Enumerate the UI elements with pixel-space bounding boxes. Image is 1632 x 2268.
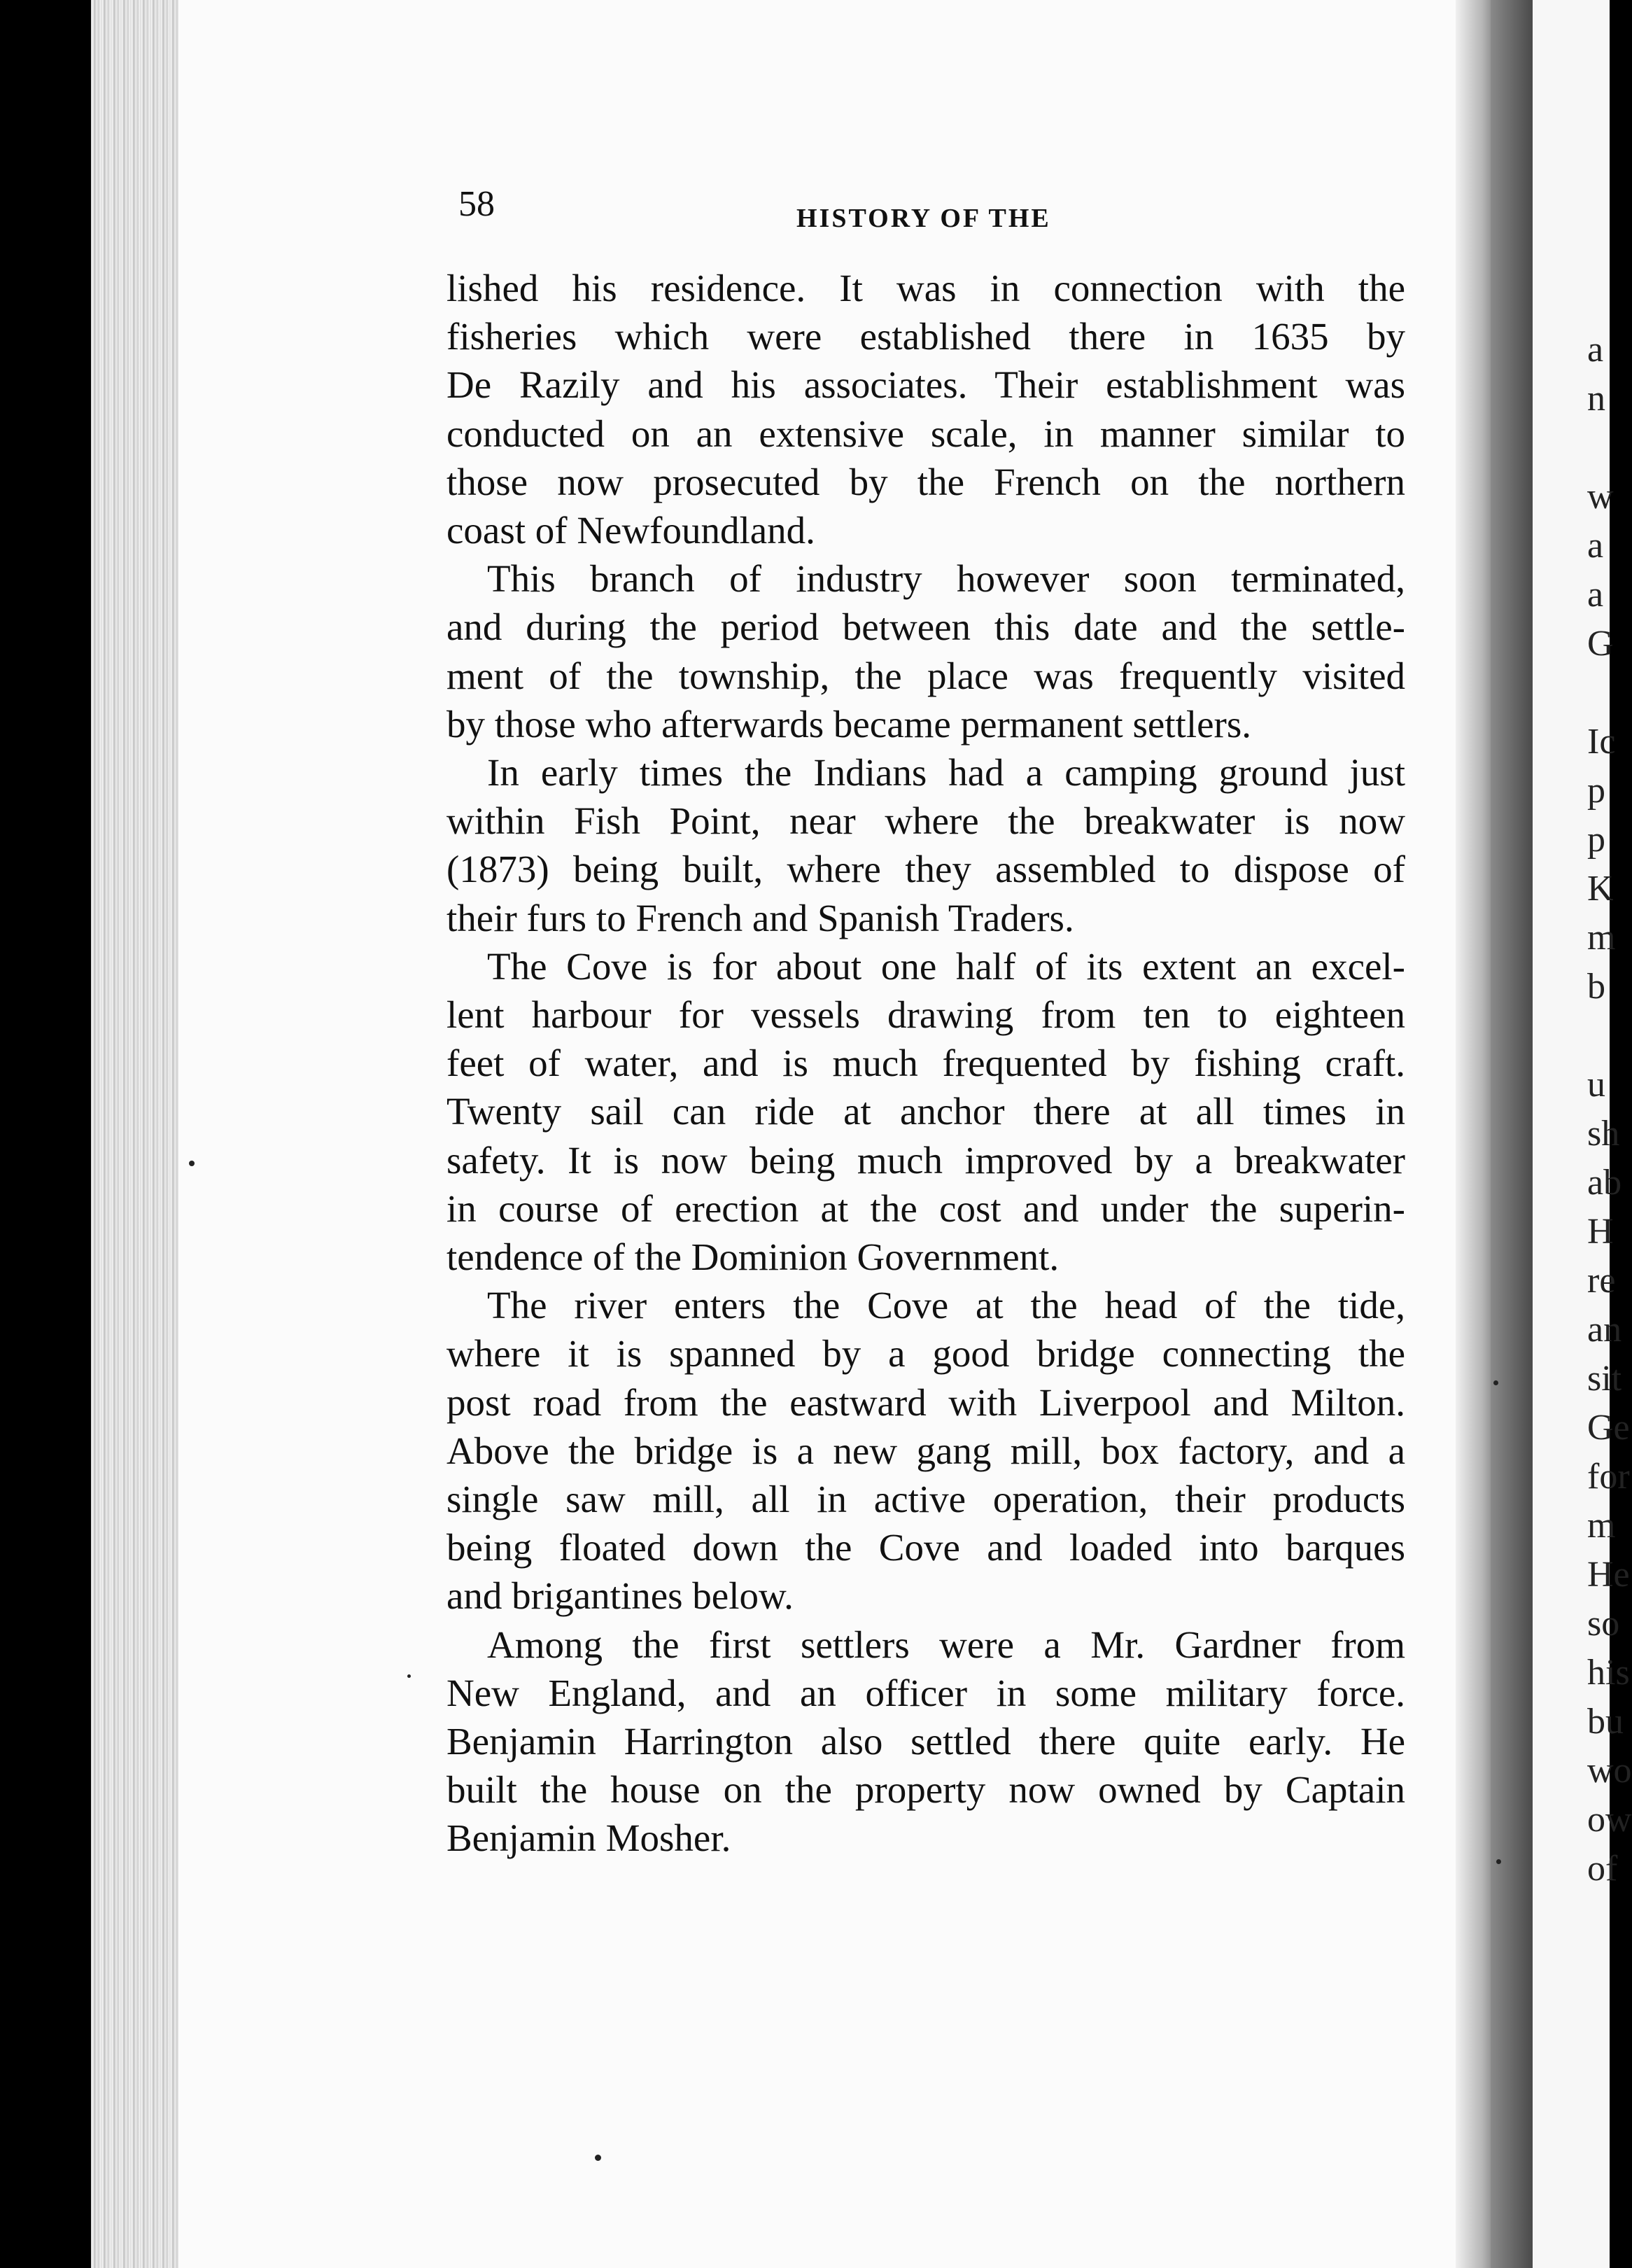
text-line: Benjamin Mosher.: [446, 1816, 731, 1859]
text-line: coast of Newfoundland.: [446, 509, 815, 552]
right-page-fragment: w: [1587, 477, 1614, 517]
text-line: and brigantines below.: [446, 1574, 794, 1617]
right-page-fragment: K: [1587, 869, 1614, 909]
text-line: in course of erection at the cost and under the superin-: [446, 1187, 1405, 1230]
text-line: In early times the Indians had a camping ground just: [487, 751, 1405, 794]
right-page-fragment: He: [1587, 1555, 1630, 1595]
right-page-fragment: sh: [1587, 1114, 1620, 1154]
right-page-fragment: n: [1587, 379, 1605, 419]
text-line: Among the first settlers were a Mr. Gardner from: [487, 1623, 1405, 1666]
text-line: being floated down the Cove and loaded into barques: [446, 1526, 1405, 1569]
text-line: conducted on an extensive scale, in manner similar to: [446, 412, 1405, 455]
text-line: by those who afterwards became permanent settlers.: [446, 703, 1251, 746]
right-page-fragment: of: [1587, 1849, 1618, 1889]
right-page-fragment: u: [1587, 1065, 1605, 1105]
text-line: within Fish Point, near where the breakwater is now: [446, 799, 1405, 842]
right-page-fragment: G: [1587, 624, 1614, 664]
text-line: This branch of industry however soon terminated,: [487, 557, 1405, 600]
right-page-fragment: p: [1587, 771, 1605, 811]
text-line: Above the bridge is a new gang mill, box factory, and a: [446, 1429, 1405, 1472]
text-line: fisheries which were established there in 1635 by: [446, 315, 1405, 358]
ink-speck: [189, 1161, 195, 1166]
right-page-fragment: m: [1587, 918, 1616, 958]
right-page-fragment: bu: [1587, 1702, 1624, 1742]
right-page-fragment: ow: [1587, 1800, 1632, 1840]
text-line: The Cove is for about one half of its extent an excel-: [487, 945, 1405, 988]
right-page-fragment: m: [1587, 1506, 1616, 1546]
right-page-fragment: so: [1587, 1604, 1620, 1644]
text-line: Twenty sail can ride at anchor there at all times in: [446, 1090, 1405, 1133]
right-page-fragment: his: [1587, 1653, 1630, 1693]
right-page-fragment: for: [1587, 1457, 1630, 1497]
right-page-fragment: re: [1587, 1261, 1616, 1301]
ink-speck: [1493, 1380, 1498, 1385]
right-page-fragment: a: [1587, 330, 1604, 370]
ink-speck: [407, 1674, 411, 1678]
text-line: built the house on the property now owned by Captain: [446, 1768, 1405, 1811]
right-page-fragment: p: [1587, 820, 1605, 860]
ink-speck: [595, 2155, 601, 2161]
right-page-fragment: Ge: [1587, 1408, 1630, 1448]
text-line: lished his residence. It was in connection with the: [446, 267, 1405, 309]
text-line: The river enters the Cove at the head of the tide,: [487, 1284, 1405, 1326]
right-page-fragment: Ic: [1587, 722, 1616, 762]
right-page-fragment: an: [1587, 1310, 1622, 1350]
text-line: feet of water, and is much frequented by fishing craft.: [446, 1042, 1405, 1084]
text-line: New England, and an officer in some military force.: [446, 1672, 1405, 1714]
page-number: 58: [458, 184, 495, 224]
text-line: (1873) being built, where they assembled to dispose of: [446, 848, 1405, 890]
right-page-fragment: a: [1587, 575, 1604, 615]
right-page-fragment: sit: [1587, 1359, 1622, 1399]
text-line: post road from the eastward with Liverpool and Milton.: [446, 1381, 1405, 1424]
right-page-fragment: ab: [1587, 1163, 1622, 1203]
right-page-fragment: wo: [1587, 1751, 1632, 1791]
text-line: tendence of the Dominion Government.: [446, 1236, 1060, 1278]
text-line: lent harbour for vessels drawing from ten to eighteen: [446, 993, 1405, 1036]
text-line: safety. It is now being much improved by a breakwater: [446, 1139, 1405, 1182]
text-line: and during the period between this date and the settle-: [446, 606, 1405, 648]
right-page-fragment: H: [1587, 1212, 1614, 1252]
right-page-fragment: b: [1587, 967, 1605, 1007]
text-line: De Razily and his associates. Their establishment was: [446, 363, 1405, 406]
text-line: Benjamin Harrington also settled there quite early. He: [446, 1720, 1405, 1763]
right-page-fragment: a: [1587, 526, 1604, 566]
running-title: HISTORY OF THE: [796, 204, 1051, 233]
text-line: those now prosecuted by the French on the northern: [446, 461, 1405, 503]
text-line: ment of the township, the place was frequently visited: [446, 654, 1405, 697]
text-line: their furs to French and Spanish Traders.: [446, 897, 1074, 939]
text-line: where it is spanned by a good bridge connecting the: [446, 1332, 1405, 1375]
text-line: single saw mill, all in active operation, their products: [446, 1478, 1405, 1520]
ink-speck: [1496, 1859, 1501, 1864]
